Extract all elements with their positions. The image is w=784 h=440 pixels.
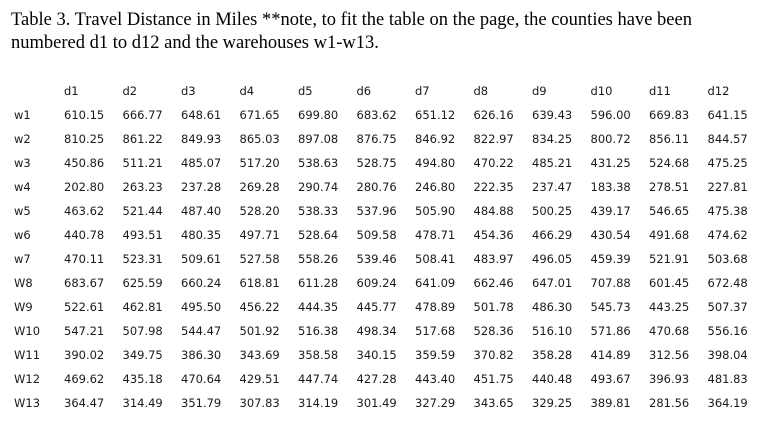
table-cell: 443.25 xyxy=(649,300,690,314)
table-cell: 641.09 xyxy=(415,276,456,290)
table-cell: 237.47 xyxy=(532,180,573,194)
table-cell: 544.47 xyxy=(181,324,222,338)
row-header: w7 xyxy=(14,252,31,266)
table-cell: 314.19 xyxy=(298,396,339,410)
table-cell: 517.68 xyxy=(415,324,456,338)
table-cell: 601.45 xyxy=(649,276,690,290)
table-cell: 558.26 xyxy=(298,252,339,266)
table-cell: 699.80 xyxy=(298,108,339,122)
table-cell: 508.41 xyxy=(415,252,456,266)
table-cell: 440.48 xyxy=(532,372,573,386)
row-header: w3 xyxy=(14,156,31,170)
table-cell: 327.29 xyxy=(415,396,456,410)
table-cell: 454.36 xyxy=(473,228,514,242)
table-cell: 340.15 xyxy=(356,348,397,362)
table-cell: 626.16 xyxy=(473,108,514,122)
table-cell: 439.17 xyxy=(590,204,631,218)
table-cell: 528.20 xyxy=(239,204,280,218)
table-cell: 497.71 xyxy=(239,228,280,242)
table-cell: 556.16 xyxy=(707,324,748,338)
table-cell: 865.03 xyxy=(239,132,280,146)
table-cell: 610.15 xyxy=(64,108,105,122)
table-cell: 443.40 xyxy=(415,372,456,386)
table-cell: 487.40 xyxy=(181,204,222,218)
row-header: W12 xyxy=(14,372,41,386)
table-row xyxy=(14,367,766,391)
table-cell: 800.72 xyxy=(590,132,631,146)
table-cell: 672.48 xyxy=(707,276,748,290)
table-cell: 343.69 xyxy=(239,348,280,362)
column-header-d6: d6 xyxy=(356,84,372,98)
table-cell: 505.90 xyxy=(415,204,456,218)
table-cell: 571.86 xyxy=(590,324,631,338)
table-cell: 897.08 xyxy=(298,132,339,146)
table-cell: 856.11 xyxy=(649,132,690,146)
table-cell: 456.22 xyxy=(239,300,280,314)
caption-line-1: Table 3. Travel Distance in Miles **note, to fit the table on the page, the counties have been xyxy=(11,10,692,30)
column-header-d4: d4 xyxy=(239,84,255,98)
table-cell: 478.89 xyxy=(415,300,456,314)
table-cell: 389.81 xyxy=(590,396,631,410)
table-cell: 707.88 xyxy=(590,276,631,290)
table-cell: 459.39 xyxy=(590,252,631,266)
table-cell: 414.89 xyxy=(590,348,631,362)
table-cell: 466.29 xyxy=(532,228,573,242)
table-cell: 281.56 xyxy=(649,396,690,410)
table-row xyxy=(14,199,766,223)
table-cell: 516.38 xyxy=(298,324,339,338)
table-cell: 483.97 xyxy=(473,252,514,266)
table-cell: 596.00 xyxy=(590,108,631,122)
table-row xyxy=(14,103,766,127)
column-header-d5: d5 xyxy=(298,84,313,98)
table-cell: 491.68 xyxy=(649,228,690,242)
table-cell: 349.75 xyxy=(122,348,163,362)
row-header: w6 xyxy=(14,228,31,242)
row-header: w5 xyxy=(14,204,31,218)
table-cell: 485.21 xyxy=(532,156,573,170)
table-cell: 493.51 xyxy=(122,228,163,242)
table-cell: 509.61 xyxy=(181,252,222,266)
table-cell: 269.28 xyxy=(239,180,280,194)
table-cell: 480.35 xyxy=(181,228,222,242)
table-cell: 538.63 xyxy=(298,156,339,170)
table-cell: 609.24 xyxy=(356,276,397,290)
table-cell: 359.59 xyxy=(415,348,456,362)
table-row xyxy=(14,223,766,247)
table-cell: 475.38 xyxy=(707,204,748,218)
table-row xyxy=(14,247,766,271)
table-cell: 538.33 xyxy=(298,204,339,218)
table-cell: 849.93 xyxy=(181,132,222,146)
row-header: w1 xyxy=(14,108,31,122)
table-body xyxy=(14,103,766,415)
table-cell: 666.77 xyxy=(122,108,163,122)
table-cell: 358.28 xyxy=(532,348,573,362)
table-cell: 844.57 xyxy=(707,132,748,146)
table-cell: 280.76 xyxy=(356,180,397,194)
table-cell: 478.71 xyxy=(415,228,456,242)
table-cell: 440.78 xyxy=(64,228,105,242)
table-cell: 312.56 xyxy=(649,348,690,362)
table-row xyxy=(14,175,766,199)
table-cell: 647.01 xyxy=(532,276,573,290)
table-cell: 427.28 xyxy=(356,372,397,386)
table-row xyxy=(14,151,766,175)
table-cell: 683.62 xyxy=(356,108,397,122)
table-cell: 539.46 xyxy=(356,252,397,266)
table-cell: 484.88 xyxy=(473,204,514,218)
table-cell: 370.82 xyxy=(473,348,514,362)
table-cell: 470.11 xyxy=(64,252,105,266)
table-cell: 364.47 xyxy=(64,396,105,410)
table-cell: 625.59 xyxy=(122,276,163,290)
column-header-d9: d9 xyxy=(532,84,547,98)
table-cell: 834.25 xyxy=(532,132,573,146)
table-row xyxy=(14,343,766,367)
table-cell: 463.62 xyxy=(64,204,105,218)
table-cell: 390.02 xyxy=(64,348,105,362)
table-cell: 671.65 xyxy=(239,108,280,122)
table-cell: 846.92 xyxy=(415,132,456,146)
table-header-row xyxy=(14,79,766,103)
column-header-d2: d2 xyxy=(122,84,138,98)
table-cell: 470.68 xyxy=(649,324,690,338)
table-cell: 507.37 xyxy=(707,300,748,314)
column-header-d8: d8 xyxy=(473,84,489,98)
row-header: W8 xyxy=(14,276,33,290)
table-cell: 507.98 xyxy=(122,324,163,338)
table-cell: 475.25 xyxy=(707,156,748,170)
column-header-d10: d10 xyxy=(590,84,613,98)
table-row xyxy=(14,319,766,343)
row-header: W9 xyxy=(14,300,33,314)
table-cell: 822.97 xyxy=(473,132,514,146)
table-cell: 527.58 xyxy=(239,252,280,266)
table-cell: 501.92 xyxy=(239,324,280,338)
table-cell: 521.91 xyxy=(649,252,690,266)
table-cell: 301.49 xyxy=(356,396,397,410)
table-cell: 445.77 xyxy=(356,300,397,314)
table-cell: 501.78 xyxy=(473,300,514,314)
table-cell: 435.18 xyxy=(122,372,163,386)
table-cell: 547.21 xyxy=(64,324,105,338)
table-cell: 503.68 xyxy=(707,252,748,266)
table-cell: 528.75 xyxy=(356,156,397,170)
table-cell: 496.05 xyxy=(532,252,573,266)
table-cell: 314.49 xyxy=(122,396,163,410)
table-cell: 481.83 xyxy=(707,372,748,386)
row-header: w2 xyxy=(14,132,31,146)
table-cell: 430.54 xyxy=(590,228,631,242)
table-cell: 545.73 xyxy=(590,300,631,314)
table-cell: 662.46 xyxy=(473,276,514,290)
table-cell: 429.51 xyxy=(239,372,280,386)
row-header: W11 xyxy=(14,348,41,362)
table-caption xyxy=(11,9,771,55)
table-cell: 398.04 xyxy=(707,348,748,362)
table-cell: 810.25 xyxy=(64,132,105,146)
table-cell: 202.80 xyxy=(64,180,105,194)
table-cell: 498.34 xyxy=(356,324,397,338)
table-cell: 660.24 xyxy=(181,276,222,290)
table-row xyxy=(14,127,766,151)
table-cell: 474.62 xyxy=(707,228,748,242)
table-cell: 500.25 xyxy=(532,204,573,218)
caption-line-2: numbered d1 to d12 and the warehouses w1-w13. xyxy=(11,33,379,53)
table-cell: 386.30 xyxy=(181,348,222,362)
table-cell: 648.61 xyxy=(181,108,222,122)
table-cell: 528.36 xyxy=(473,324,514,338)
table-cell: 451.75 xyxy=(473,372,514,386)
table-cell: 618.81 xyxy=(239,276,280,290)
table-cell: 669.83 xyxy=(649,108,690,122)
table-cell: 329.25 xyxy=(532,396,573,410)
table-cell: 485.07 xyxy=(181,156,222,170)
column-header-d3: d3 xyxy=(181,84,196,98)
table-cell: 343.65 xyxy=(473,396,514,410)
table-cell: 450.86 xyxy=(64,156,105,170)
corner-cell xyxy=(14,79,64,103)
table-cell: 351.79 xyxy=(181,396,222,410)
table-cell: 447.74 xyxy=(298,372,339,386)
table-row xyxy=(14,271,766,295)
table-cell: 431.25 xyxy=(590,156,631,170)
table-cell: 307.83 xyxy=(239,396,280,410)
table-cell: 522.61 xyxy=(64,300,105,314)
table-cell: 523.31 xyxy=(122,252,163,266)
table-cell: 183.38 xyxy=(590,180,631,194)
table-cell: 470.22 xyxy=(473,156,514,170)
table-cell: 517.20 xyxy=(239,156,280,170)
table-cell: 222.35 xyxy=(473,180,514,194)
table-cell: 861.22 xyxy=(122,132,163,146)
table-cell: 511.21 xyxy=(122,156,163,170)
table-cell: 396.93 xyxy=(649,372,690,386)
table-cell: 237.28 xyxy=(181,180,222,194)
column-header-d12: d12 xyxy=(707,84,730,98)
table-cell: 227.81 xyxy=(707,180,748,194)
table-cell: 509.58 xyxy=(356,228,397,242)
table-cell: 521.44 xyxy=(122,204,163,218)
table-cell: 364.19 xyxy=(707,396,748,410)
column-header-d7: d7 xyxy=(415,84,430,98)
table-cell: 876.75 xyxy=(356,132,397,146)
row-header: w4 xyxy=(14,180,31,194)
table-cell: 537.96 xyxy=(356,204,397,218)
table-cell: 462.81 xyxy=(122,300,163,314)
table-cell: 546.65 xyxy=(649,204,690,218)
table-row xyxy=(14,391,766,415)
table-cell: 486.30 xyxy=(532,300,573,314)
table-cell: 263.23 xyxy=(122,180,163,194)
table-cell: 469.62 xyxy=(64,372,105,386)
distance-table xyxy=(14,79,766,415)
column-header-d11: d11 xyxy=(649,84,671,98)
table-cell: 524.68 xyxy=(649,156,690,170)
table-cell: 683.67 xyxy=(64,276,105,290)
row-header: W13 xyxy=(14,396,41,410)
table-cell: 358.58 xyxy=(298,348,339,362)
table-cell: 641.15 xyxy=(707,108,748,122)
row-header: W10 xyxy=(14,324,41,338)
table-cell: 278.51 xyxy=(649,180,690,194)
table-cell: 290.74 xyxy=(298,180,339,194)
column-header-d1: d1 xyxy=(64,84,79,98)
table-cell: 493.67 xyxy=(590,372,631,386)
table-cell: 611.28 xyxy=(298,276,339,290)
table-cell: 651.12 xyxy=(415,108,456,122)
table-row xyxy=(14,295,766,319)
table-cell: 470.64 xyxy=(181,372,222,386)
table-cell: 516.10 xyxy=(532,324,573,338)
table-cell: 495.50 xyxy=(181,300,222,314)
table-cell: 444.35 xyxy=(298,300,339,314)
table-cell: 639.43 xyxy=(532,108,573,122)
table-cell: 528.64 xyxy=(298,228,339,242)
table-cell: 246.80 xyxy=(415,180,456,194)
table-cell: 494.80 xyxy=(415,156,456,170)
